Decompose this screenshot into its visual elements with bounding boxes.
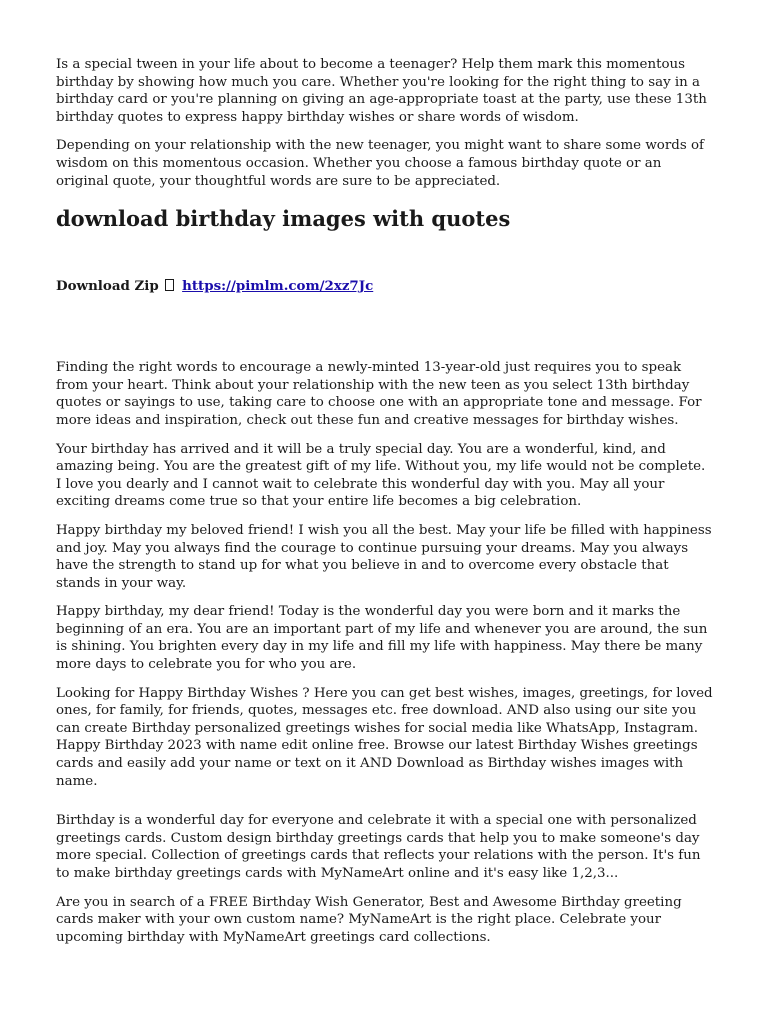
section-heading: download birthday images with quotes bbox=[56, 206, 511, 232]
arrow-icon bbox=[165, 279, 174, 291]
closing-paragraph: Are you in search of a FREE Birthday Wish Generator, Best and Awesome Birthday greeting cards maker with your own custom name? MyNameArt is the right place. Celebrate your upcoming birthday with MyNameArt greetings card collections. bbox=[56, 894, 682, 945]
intro-paragraph: Depending on your relationship with the new teenager, you might want to share some words of wisdom on this momentous occasion. Whether you choose a famous birthday quote or an original quote, your thoughtful words are sure to be appreciated. bbox=[56, 138, 704, 189]
download-line bbox=[56, 277, 714, 295]
body-paragraph: Happy birthday, my dear friend! Today is the wonderful day you were born and it marks the beginning of an era. You are an important part of my life and whenever you are around, the sun is shining. You brighten every day in my life and fill my life with happiness. May there be many more days to celebrate you for who you are. bbox=[56, 604, 708, 673]
download-link[interactable]: https://pimlm.com/2xz7Jc bbox=[182, 278, 374, 295]
intro-paragraph: Is a special tween in your life about to become a teenager? Help them mark this momentous birthday by showing how much you care. Whether you're looking for the right thing to say in a birthday card or you're planning on giving an age-appropriate toast at the party, use these 13th birthday quotes to express happy birthday wishes or share words of wisdom. bbox=[56, 57, 707, 125]
body-paragraph: Finding the right words to encourage a newly-minted 13-year-old just requires you to speak from your heart. Think about your relationship with the new teen as you select 13th birthday quotes or sayings to use, taking care to choose one with an appropriate tone and message. For more ideas and inspiration, check out these fun and creative messages for birthday wishes. bbox=[56, 360, 702, 428]
closing-paragraph: Birthday is a wonderful day for everyone and celebrate it with a special one with personalized greetings cards. Custom design birthday greetings cards that help you to make someone's day more special. Collection of greetings cards that reflects your relations with the person. It's fun to make birthday greetings cards with MyNameArt online and it's easy like 1,2,3... bbox=[56, 813, 701, 881]
download-label: Download Zip bbox=[56, 278, 159, 295]
body-paragraph: Looking for Happy Birthday Wishes ? Here you can get best wishes, images, greetings, for loved ones, for family, for friends, quotes, messages etc. free download. AND also using our site you can create Birthday personalized greetings wishes for social media like WhatsApp, Instagram. Happy Birthday 2023 with name edit online free. Browse our latest Birthday Wishes greetings cards and easily add your name or text on it AND Download as Birthday wishes images with name. bbox=[56, 685, 713, 789]
closing-section bbox=[56, 812, 714, 946]
body-section bbox=[56, 359, 714, 790]
body-paragraph: Happy birthday my beloved friend! I wish you all the best. May your life be filled with happiness and joy. May you always find the courage to continue pursuing your dreams. May you always have the strength to stand up for what you believe in and to overcome every obstacle that stands in your way. bbox=[56, 522, 712, 591]
body-paragraph: Your birthday has arrived and it will be a truly special day. You are a wonderful, kind, and amazing being. You are the greatest gift of my life. Without you, my life would not be complete. I love you dearly and I cannot wait to celebrate this wonderful day with you. May all your exciting dreams come true so that your entire life becomes a big celebration. bbox=[56, 441, 706, 510]
